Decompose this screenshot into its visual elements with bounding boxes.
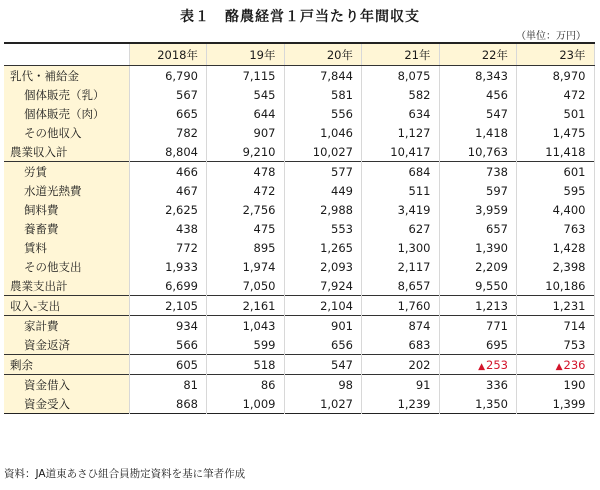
header-corner	[4, 43, 129, 66]
table-cell: 581	[284, 85, 362, 104]
table-cell: 98	[284, 375, 362, 395]
table-cell: 6,699	[129, 276, 207, 296]
table-cell: 1,046	[284, 123, 362, 142]
table-cell: 763	[517, 219, 595, 238]
row-label: 資金借入	[4, 375, 129, 395]
table-cell: 1,933	[129, 257, 207, 276]
table-cell	[439, 355, 517, 375]
table-cell: 6,790	[129, 66, 207, 86]
table-cell: 11,418	[517, 142, 595, 162]
table-cell: 1,265	[284, 238, 362, 257]
table-cell: 467	[129, 181, 207, 200]
table-row	[4, 219, 594, 238]
table-cell: 190	[517, 375, 595, 395]
table-cell: 10,417	[362, 142, 440, 162]
table-cell: 1,418	[439, 123, 517, 142]
table-cell: 7,924	[284, 276, 362, 296]
table-cell: 627	[362, 219, 440, 238]
table-cell: 665	[129, 104, 207, 123]
table-cell: 10,027	[284, 142, 362, 162]
column-header: 22年	[439, 43, 517, 66]
table-cell: 895	[207, 238, 285, 257]
table-cell: 556	[284, 104, 362, 123]
table-cell: 1,428	[517, 238, 595, 257]
table-cell: 2,398	[517, 257, 595, 276]
table-cell: 1,239	[362, 394, 440, 414]
table-cell: 4,400	[517, 200, 595, 219]
row-label: 家計費	[4, 316, 129, 336]
table-cell: 868	[129, 394, 207, 414]
table-cell: 683	[362, 335, 440, 355]
table-cell: 8,657	[362, 276, 440, 296]
table-cell: 771	[439, 316, 517, 336]
table-cell: 656	[284, 335, 362, 355]
table-cell: 7,844	[284, 66, 362, 86]
source-note: 資料：JA道東あさひ組合員勘定資料を基に筆者作成	[4, 468, 246, 480]
table-cell: 8,343	[439, 66, 517, 86]
table-cell: 3,959	[439, 200, 517, 219]
table-cell: 582	[362, 85, 440, 104]
table-cell: 1,760	[362, 296, 440, 316]
table-cell: 577	[284, 162, 362, 182]
table-cell: 1,043	[207, 316, 285, 336]
cell-value: 253	[486, 357, 508, 372]
table-cell: 644	[207, 104, 285, 123]
table-row	[4, 394, 594, 414]
table-cell: 547	[284, 355, 362, 375]
negative-triangle-icon: ▲	[555, 361, 563, 372]
table-cell: 475	[207, 219, 285, 238]
table-cell: 1,127	[362, 123, 440, 142]
table-cell: 874	[362, 316, 440, 336]
table-cell: 695	[439, 335, 517, 355]
table-cell: 8,970	[517, 66, 595, 86]
row-label: 労賃	[4, 162, 129, 182]
table-cell: 1,231	[517, 296, 595, 316]
table-row	[4, 66, 594, 86]
table-cell: 772	[129, 238, 207, 257]
cell-value: 236	[563, 357, 586, 372]
column-header: 19年	[207, 43, 285, 66]
table-cell: 599	[207, 335, 285, 355]
table-cell: 1,399	[517, 394, 595, 414]
table-cell: 2,105	[129, 296, 207, 316]
row-label: 収入-支出	[4, 296, 129, 316]
column-header: 21年	[362, 43, 440, 66]
table-cell: 8,075	[362, 66, 440, 86]
table-cell: 934	[129, 316, 207, 336]
row-label: 農業支出計	[4, 276, 129, 296]
table-cell: 901	[284, 316, 362, 336]
table-cell: 601	[517, 162, 595, 182]
table-cell: 1,027	[284, 394, 362, 414]
table-cell: 91	[362, 375, 440, 395]
table-cell: 1,350	[439, 394, 517, 414]
table-cell: 1,300	[362, 238, 440, 257]
header-row	[4, 43, 594, 66]
table-cell: 2,093	[284, 257, 362, 276]
table-cell: 684	[362, 162, 440, 182]
row-label: その他収入	[4, 123, 129, 142]
row-label: 剰余	[4, 355, 129, 375]
row-label: その他支出	[4, 257, 129, 276]
table-cell: 86	[207, 375, 285, 395]
table-row	[4, 276, 594, 296]
table-cell: 10,763	[439, 142, 517, 162]
table-cell: 714	[517, 316, 595, 336]
table-row	[4, 200, 594, 219]
table-cell: 518	[207, 355, 285, 375]
table-cell: 553	[284, 219, 362, 238]
table-cell: 545	[207, 85, 285, 104]
table-cell: 657	[439, 219, 517, 238]
table-row	[4, 335, 594, 355]
table-cell: 597	[439, 181, 517, 200]
table-cell: 566	[129, 335, 207, 355]
table-cell	[517, 355, 595, 375]
column-header: 2018年	[129, 43, 207, 66]
table-cell: 605	[129, 355, 207, 375]
table-cell: 501	[517, 104, 595, 123]
table-cell: 7,050	[207, 276, 285, 296]
table-row	[4, 162, 594, 182]
table-cell: 2,988	[284, 200, 362, 219]
table-cell: 782	[129, 123, 207, 142]
table-cell: 438	[129, 219, 207, 238]
table-cell: 1,974	[207, 257, 285, 276]
table-cell: 9,550	[439, 276, 517, 296]
table-cell: 511	[362, 181, 440, 200]
table-cell: 634	[362, 104, 440, 123]
row-label: 農業収入計	[4, 142, 129, 162]
table-row	[4, 181, 594, 200]
table-cell: 472	[517, 85, 595, 104]
table-cell: 7,115	[207, 66, 285, 86]
table-cell: 1,009	[207, 394, 285, 414]
table-cell: 907	[207, 123, 285, 142]
table-cell: 547	[439, 104, 517, 123]
table-cell: 336	[439, 375, 517, 395]
row-label: 個体販売（乳）	[4, 85, 129, 104]
table-cell: 1,475	[517, 123, 595, 142]
table-row	[4, 238, 594, 257]
unit-note: （単位：万円）	[516, 31, 586, 42]
table-cell: 1,213	[439, 296, 517, 316]
table-cell: 567	[129, 85, 207, 104]
row-label: 資金返済	[4, 335, 129, 355]
row-label: 賃料	[4, 238, 129, 257]
table-cell: 2,756	[207, 200, 285, 219]
column-header: 20年	[284, 43, 362, 66]
income-expense-table	[4, 42, 595, 414]
table-row	[4, 316, 594, 336]
row-label: 飼料費	[4, 200, 129, 219]
table-cell: 2,117	[362, 257, 440, 276]
table-row	[4, 85, 594, 104]
row-label: 養畜費	[4, 219, 129, 238]
table-row	[4, 375, 594, 395]
table-cell: 81	[129, 375, 207, 395]
table-row	[4, 355, 594, 375]
table-row	[4, 123, 594, 142]
table-row	[4, 142, 594, 162]
table-title: 表１ 酪農経営１戸当たり年間収支	[180, 9, 420, 25]
table-cell: 2,104	[284, 296, 362, 316]
table-cell: 9,210	[207, 142, 285, 162]
table-row	[4, 296, 594, 316]
table-cell: 478	[207, 162, 285, 182]
table-cell: 595	[517, 181, 595, 200]
table-cell: 449	[284, 181, 362, 200]
table-cell: 466	[129, 162, 207, 182]
row-label: 資金受入	[4, 394, 129, 414]
table-cell: 3,419	[362, 200, 440, 219]
table-row	[4, 104, 594, 123]
table-cell: 472	[207, 181, 285, 200]
negative-triangle-icon: ▲	[478, 361, 486, 372]
table-cell: 202	[362, 355, 440, 375]
table-cell: 456	[439, 85, 517, 104]
column-header: 23年	[517, 43, 595, 66]
table-row	[4, 257, 594, 276]
row-label: 水道光熱費	[4, 181, 129, 200]
table-cell: 738	[439, 162, 517, 182]
table-cell: 2,625	[129, 200, 207, 219]
table-body	[4, 66, 594, 414]
row-label: 乳代・補給金	[4, 66, 129, 86]
table-cell: 8,804	[129, 142, 207, 162]
table-cell: 2,161	[207, 296, 285, 316]
table-cell: 1,390	[439, 238, 517, 257]
row-label: 個体販売（肉）	[4, 104, 129, 123]
table-cell: 2,209	[439, 257, 517, 276]
table-cell: 10,186	[517, 276, 595, 296]
table-cell: 753	[517, 335, 595, 355]
